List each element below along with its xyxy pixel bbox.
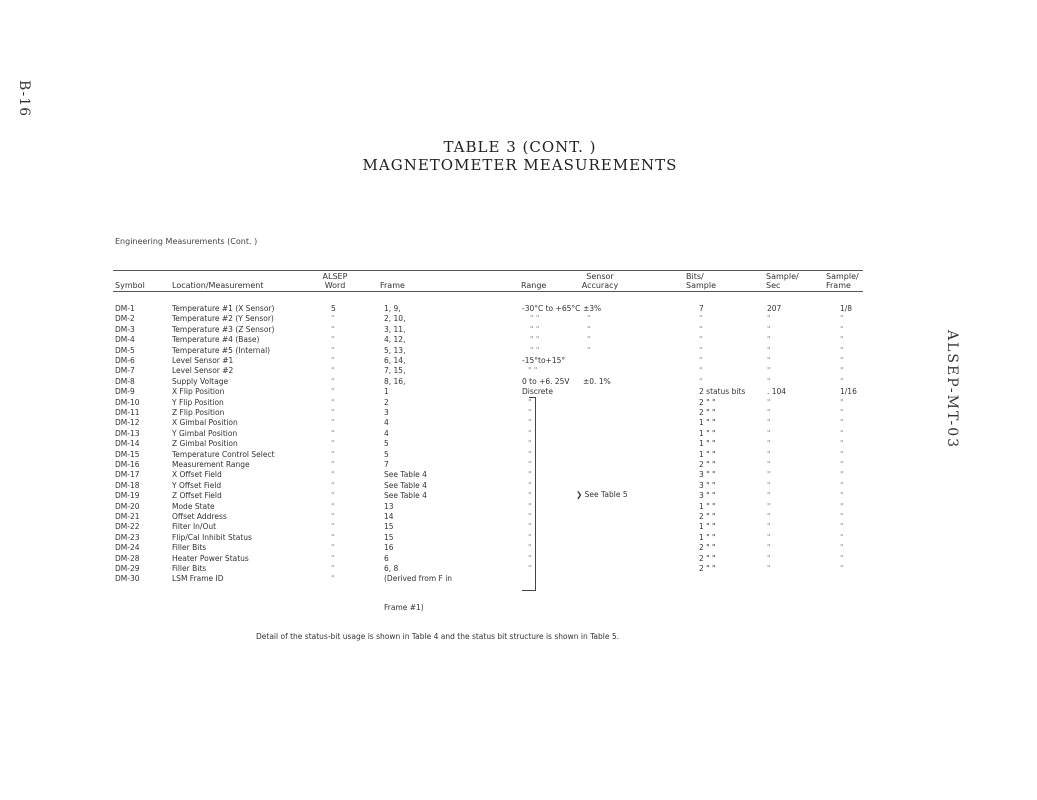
bits-cell: 1 " ": [699, 449, 716, 459]
sample-per-sec-cell: ": [767, 449, 771, 459]
symbol-cell: DM-18: [115, 480, 140, 490]
sample-per-frame-cell: ": [840, 335, 844, 345]
bits-cell: 2 " ": [699, 564, 716, 573]
sample-per-frame-cell: ": [840, 470, 844, 480]
sample-per-frame-cell: ": [840, 356, 844, 365]
title-line-2: MAGNETOMETER MEASUREMENTS: [362, 156, 678, 174]
sample-per-frame-cell: ": [840, 439, 844, 449]
frame-cell: 2: [384, 397, 389, 407]
frame-continuation: [0, 603, 1037, 613]
bits-cell: ": [699, 345, 703, 355]
frame-cell: 3: [384, 408, 389, 417]
sample-per-sec-cell: ": [767, 366, 771, 376]
bits-cell: 2 " ": [699, 460, 716, 469]
bracket-note: ❯ See Table 5: [576, 490, 628, 499]
header-sps-top: Sample/: [766, 272, 799, 281]
header-top-rule: [113, 270, 863, 271]
word-cell: ": [331, 449, 335, 459]
frame-cell: 3, 11,: [384, 324, 406, 334]
location-cell: X Offset Field: [172, 470, 222, 480]
word-cell: ": [331, 376, 335, 386]
symbol-cell: DM-29: [115, 564, 140, 573]
sample-per-frame-cell: ": [840, 522, 844, 532]
frame-cell: 1: [384, 387, 389, 397]
sample-per-frame-cell: 1/8: [840, 304, 853, 313]
bits-cell: 1 " ": [699, 418, 716, 428]
range-cell: ": [528, 512, 532, 521]
frame-cell: 15: [384, 522, 394, 532]
header-symbol: Symbol: [115, 281, 145, 290]
see-table-5-label: See Table 5: [584, 490, 628, 499]
accuracy-cell: ": [587, 335, 591, 345]
header-bits-top: Bits/: [686, 272, 704, 281]
bits-cell: 2 " ": [699, 553, 716, 563]
header-sps-bottom: Sec: [766, 281, 781, 290]
header-accuracy: [575, 272, 625, 290]
table-row: [0, 470, 1037, 480]
frame-cell: 8, 16,: [384, 376, 406, 386]
word-cell: 5: [331, 304, 336, 313]
range-cell: ": [528, 532, 532, 542]
symbol-cell: DM-10: [115, 397, 140, 407]
word-cell: ": [331, 574, 335, 584]
word-cell: ": [331, 532, 335, 542]
table-title: [340, 138, 700, 174]
sample-per-frame-cell: ": [840, 543, 844, 553]
sample-per-sec-cell: 207: [767, 304, 782, 313]
bits-cell: 2 " ": [699, 408, 716, 417]
table-row: [0, 429, 1037, 439]
location-cell: Measurement Range: [172, 460, 250, 469]
sample-per-sec-cell: ": [767, 439, 771, 449]
table-row: [0, 439, 1037, 449]
header-word: [315, 272, 355, 290]
bracket-bottom-hook: [522, 590, 536, 591]
range-cell: " ": [530, 345, 540, 355]
location-cell: LSM Frame ID: [172, 574, 224, 584]
location-cell: Y Flip Position: [172, 397, 224, 407]
symbol-cell: DM-4: [115, 335, 135, 345]
frame-cell: 6: [384, 553, 389, 563]
bits-cell: ": [699, 376, 703, 386]
frame-cell: 1, 9,: [384, 304, 401, 313]
range-cell: ": [528, 522, 532, 532]
location-cell: Y Offset Field: [172, 480, 222, 490]
sample-per-frame-cell: 1/16: [840, 387, 857, 397]
frame-cell: 4, 12,: [384, 335, 406, 345]
word-cell: ": [331, 428, 335, 438]
header-accuracy-bottom: Accuracy: [581, 281, 619, 290]
word-cell: ": [331, 408, 335, 417]
word-cell: ": [331, 324, 335, 334]
table-row: [0, 408, 1037, 418]
bits-cell: ": [699, 335, 703, 345]
sample-per-frame-cell: ": [840, 397, 844, 407]
bits-cell: ": [699, 324, 703, 334]
sample-per-sec-cell: ": [767, 491, 771, 501]
header-bits-bottom: Sample: [686, 281, 716, 290]
bits-cell: 1 " ": [699, 532, 716, 542]
bits-cell: 1 " ": [699, 439, 716, 449]
symbol-cell: DM-3: [115, 324, 135, 334]
header-range: Range: [521, 281, 547, 290]
frame-cell: 13: [384, 501, 394, 511]
bits-cell: ": [699, 356, 703, 365]
word-cell: ": [331, 387, 335, 397]
range-cell: ": [528, 408, 532, 417]
table-row: [0, 543, 1037, 553]
sample-per-sec-cell: ": [767, 324, 771, 334]
word-cell: ": [331, 335, 335, 345]
symbol-cell: DM-16: [115, 460, 140, 469]
symbol-cell: DM-20: [115, 501, 140, 511]
location-cell: X Flip Position: [172, 387, 225, 397]
range-cell: ": [528, 397, 532, 407]
frame-cell: See Table 4: [384, 491, 427, 501]
range-cell: " ": [530, 324, 540, 334]
range-cell: ": [528, 460, 532, 469]
sample-per-frame-cell: ": [840, 564, 844, 573]
accuracy-cell: ": [587, 324, 591, 334]
sample-per-frame-cell: ": [840, 491, 844, 501]
bits-cell: ": [699, 366, 703, 376]
symbol-cell: DM-2: [115, 314, 135, 324]
sample-per-frame-cell: ": [840, 314, 844, 324]
word-cell: ": [331, 418, 335, 428]
word-cell: ": [331, 512, 335, 521]
table-row: [0, 481, 1037, 491]
symbol-cell: DM-6: [115, 356, 135, 365]
frame-cell: 16: [384, 543, 394, 553]
location-cell: Filter In/Out: [172, 522, 217, 532]
header-word-top: ALSEP: [322, 272, 348, 281]
symbol-cell: DM-9: [115, 387, 135, 397]
sample-per-sec-cell: ": [767, 543, 771, 553]
word-cell: ": [331, 397, 335, 407]
symbol-cell: DM-21: [115, 512, 140, 521]
location-cell: Y Gimbal Position: [172, 428, 238, 438]
bits-cell: 1 " ": [699, 428, 716, 438]
table-row: [0, 491, 1037, 501]
bits-cell: 2 " ": [699, 512, 716, 521]
bits-cell: 2 " ": [699, 543, 716, 553]
sample-per-sec-cell: ": [767, 564, 771, 573]
range-cell: Discrete: [522, 387, 553, 397]
symbol-cell: DM-13: [115, 428, 140, 438]
word-cell: ": [331, 366, 335, 376]
word-cell: ": [331, 356, 335, 365]
table-row: [0, 502, 1037, 512]
sample-per-sec-cell: ": [767, 532, 771, 542]
range-cell: " ": [530, 314, 540, 324]
table-row: [0, 564, 1037, 574]
range-cell: ": [528, 480, 532, 490]
word-cell: ": [331, 314, 335, 324]
bits-cell: ": [699, 314, 703, 324]
sample-per-sec-cell: ": [767, 345, 771, 355]
sample-per-sec-cell: ": [767, 356, 771, 365]
symbol-cell: DM-12: [115, 418, 140, 428]
sample-per-sec-cell: ": [767, 501, 771, 511]
sample-per-sec-cell: ": [767, 397, 771, 407]
header-spf-bottom: Frame: [826, 281, 851, 290]
header-location: Location/Measurement: [172, 281, 264, 290]
sample-per-sec-cell: ": [767, 470, 771, 480]
location-cell: Mode State: [172, 501, 215, 511]
location-cell: Z Gimbal Position: [172, 439, 238, 449]
frame-cell: 6, 14,: [384, 356, 406, 365]
symbol-cell: DM-22: [115, 522, 140, 532]
word-cell: ": [331, 439, 335, 449]
symbol-cell: DM-5: [115, 345, 135, 355]
page-number: B-16: [16, 80, 32, 118]
word-cell: ": [331, 543, 335, 553]
sample-per-frame-cell: ": [840, 512, 844, 521]
bits-cell: 3 " ": [699, 491, 716, 501]
sample-per-frame-cell: ": [840, 366, 844, 376]
location-cell: Temperature Control Select: [172, 449, 275, 459]
frame-cell: 5, 13,: [384, 345, 406, 355]
range-cell: ": [528, 501, 532, 511]
sample-per-frame-cell: ": [840, 460, 844, 469]
accuracy-cell: ±0. 1%: [583, 376, 611, 386]
sample-per-sec-cell: ": [767, 553, 771, 563]
sample-per-sec-cell: ": [767, 522, 771, 532]
table-row: [0, 512, 1037, 522]
header-bits: [686, 272, 716, 290]
section-label: Engineering Measurements (Cont. ): [115, 237, 258, 246]
bits-cell: 3 " ": [699, 480, 716, 490]
table-row: [0, 522, 1037, 532]
accuracy-cell: ": [587, 345, 591, 355]
symbol-cell: DM-8: [115, 376, 135, 386]
header-sps: [766, 272, 799, 290]
table-row: [0, 450, 1037, 460]
range-cell: " ": [528, 366, 538, 376]
frame-cell: 4: [384, 418, 389, 428]
symbol-cell: DM-28: [115, 553, 140, 563]
header-bottom-rule: [113, 291, 863, 292]
accuracy-cell: ±3%: [583, 304, 602, 313]
sample-per-sec-cell: ": [767, 480, 771, 490]
sample-per-sec-cell: . 104: [767, 387, 787, 397]
range-cell: ": [528, 418, 532, 428]
sample-per-sec-cell: ": [767, 428, 771, 438]
sample-per-frame-cell: ": [840, 480, 844, 490]
word-cell: ": [331, 345, 335, 355]
symbol-cell: DM-17: [115, 470, 140, 480]
location-cell: Temperature #5 (Internal): [172, 345, 271, 355]
word-cell: ": [331, 460, 335, 469]
frame-cell: 6, 8: [384, 564, 399, 573]
sample-per-frame-cell: ": [840, 408, 844, 417]
header-accuracy-top: Sensor: [586, 272, 614, 281]
range-cell: ": [528, 470, 532, 480]
footnote: Detail of the status-bit usage is shown in Table 4 and the status bit structure is shown in Table 5.: [256, 632, 620, 641]
table-row: [0, 335, 1037, 345]
frame-cell: 5: [384, 449, 389, 459]
frame-cell: 14: [384, 512, 394, 521]
table-row: [0, 346, 1037, 356]
header-frame: Frame: [380, 281, 405, 290]
location-cell: Z Offset Field: [172, 491, 222, 501]
sample-per-frame-cell: ": [840, 345, 844, 355]
sample-per-frame-cell: ": [840, 532, 844, 542]
sample-per-sec-cell: ": [767, 460, 771, 469]
location-cell: Heater Power Status: [172, 553, 249, 563]
table-row: [0, 314, 1037, 324]
location-cell: X Gimbal Position: [172, 418, 238, 428]
accuracy-cell: ": [587, 314, 591, 324]
sample-per-sec-cell: ": [767, 418, 771, 428]
sample-per-sec-cell: ": [767, 512, 771, 521]
bits-cell: 1 " ": [699, 522, 716, 532]
table-row: [0, 366, 1037, 376]
range-cell: ": [528, 491, 532, 501]
range-cell: ": [528, 564, 532, 573]
document-id: ALSEP-MT-03: [944, 330, 960, 450]
frame-cell: See Table 4: [384, 470, 427, 480]
sample-per-frame-cell: ": [840, 501, 844, 511]
range-cell: 0 to +6. 25V: [522, 376, 570, 386]
range-cell: ": [528, 428, 532, 438]
location-cell: Temperature #1 (X Sensor): [172, 304, 275, 313]
sample-per-sec-cell: ": [767, 314, 771, 324]
word-cell: ": [331, 501, 335, 511]
title-line-1: TABLE 3 (CONT. ): [443, 138, 597, 156]
table-row: [0, 356, 1037, 366]
location-cell: Temperature #4 (Base): [172, 335, 260, 345]
location-cell: Offset Address: [172, 512, 227, 521]
range-cell: -15°to+15°: [522, 356, 566, 365]
frame-cell: 5: [384, 439, 389, 449]
location-cell: Temperature #3 (Z Sensor): [172, 324, 275, 334]
bits-cell: 2 status bits: [699, 387, 746, 397]
frame-cell: 15: [384, 532, 394, 542]
table-row: [0, 418, 1037, 428]
sample-per-sec-cell: ": [767, 376, 771, 386]
word-cell: ": [331, 480, 335, 490]
sample-per-frame-cell: ": [840, 324, 844, 334]
symbol-cell: DM-24: [115, 543, 140, 553]
sample-per-sec-cell: ": [767, 408, 771, 417]
table-row: [0, 325, 1037, 335]
symbol-cell: DM-23: [115, 532, 140, 542]
table-row: [0, 574, 1037, 584]
word-cell: ": [331, 553, 335, 563]
location-cell: Filler Bits: [172, 543, 207, 553]
sample-per-frame-cell: ": [840, 418, 844, 428]
frame-cell: 2, 10,: [384, 314, 406, 324]
range-cell: -30°C to +65°C: [522, 304, 581, 313]
symbol-cell: DM-7: [115, 366, 135, 376]
table-row: [0, 387, 1037, 397]
symbol-cell: DM-30: [115, 574, 140, 584]
location-cell: Level Sensor #2: [172, 366, 234, 376]
range-cell: ": [528, 553, 532, 563]
table-row: [0, 554, 1037, 564]
bracket-vertical-line: [535, 397, 536, 590]
table-row: [0, 533, 1037, 543]
location-cell: Temperature #2 (Y Sensor): [172, 314, 274, 324]
sample-per-frame-cell: ": [840, 376, 844, 386]
sample-per-sec-cell: ": [767, 335, 771, 345]
symbol-cell: DM-14: [115, 439, 140, 449]
sample-per-frame-cell: ": [840, 428, 844, 438]
word-cell: ": [331, 564, 335, 573]
location-cell: Level Sensor #1: [172, 356, 234, 365]
bits-cell: 3 " ": [699, 470, 716, 480]
location-cell: Z Flip Position: [172, 408, 225, 417]
bits-cell: 7: [699, 304, 704, 313]
table-row: [0, 398, 1037, 408]
frame-cell: 4: [384, 428, 389, 438]
symbol-cell: DM-11: [115, 408, 140, 417]
frame-cell: 7: [384, 460, 389, 469]
sample-per-frame-cell: ": [840, 449, 844, 459]
location-cell: Supply Voltage: [172, 376, 229, 386]
frame-cell: 7, 15,: [384, 366, 406, 376]
range-cell: ": [528, 449, 532, 459]
bits-cell: 2 " ": [699, 397, 716, 407]
bits-cell: 1 " ": [699, 501, 716, 511]
symbol-cell: DM-19: [115, 491, 140, 501]
header-word-bottom: Word: [324, 281, 346, 290]
header-spf: [826, 272, 859, 290]
word-cell: ": [331, 470, 335, 480]
word-cell: ": [331, 522, 335, 532]
frame-continuation-text: Frame #1): [384, 603, 424, 612]
table-row: [0, 377, 1037, 387]
range-cell: " ": [530, 335, 540, 345]
range-cell: ": [528, 543, 532, 553]
table-row: [0, 304, 1037, 314]
symbol-cell: DM-15: [115, 449, 140, 459]
range-cell: ": [528, 439, 532, 449]
symbol-cell: DM-1: [115, 304, 135, 313]
location-cell: Filler Bits: [172, 564, 207, 573]
frame-cell: (Derived from F in: [384, 574, 453, 584]
header-spf-top: Sample/: [826, 272, 859, 281]
frame-cell: See Table 4: [384, 480, 427, 490]
word-cell: ": [331, 491, 335, 501]
sample-per-frame-cell: ": [840, 553, 844, 563]
table-row: [0, 460, 1037, 470]
location-cell: Flip/Cal Inhibit Status: [172, 532, 252, 542]
